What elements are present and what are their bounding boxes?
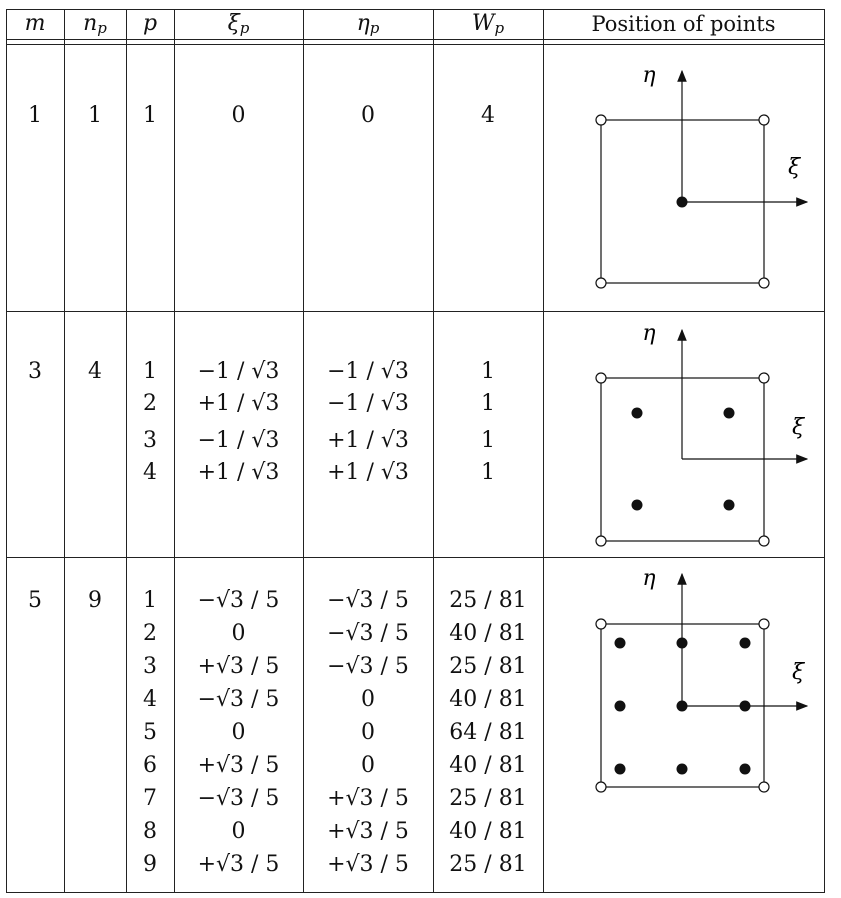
row3-xi-2: 0 bbox=[231, 621, 246, 646]
row3-p-5: 5 bbox=[143, 720, 157, 745]
row2-xi-list bbox=[174, 359, 303, 499]
row1-m: 1 bbox=[28, 103, 42, 128]
col-rule-7 bbox=[824, 9, 825, 893]
row2-p-list bbox=[126, 359, 174, 499]
header-w: $W_p$ bbox=[471, 11, 505, 37]
corner-node bbox=[596, 619, 606, 629]
row1-eta: 0 bbox=[361, 103, 375, 128]
xi-axis-label: ξ bbox=[787, 155, 801, 180]
row3-eta-1: −√3 / 5 bbox=[327, 588, 409, 613]
row3-w-1: 25 / 81 bbox=[449, 588, 527, 613]
row3-w-2: 40 / 81 bbox=[449, 621, 527, 646]
row3-p-4: 4 bbox=[143, 687, 157, 712]
row3-m: 5 bbox=[28, 588, 42, 613]
row3-eta-list bbox=[303, 588, 433, 878]
row2-eta-4: +1 / √3 bbox=[327, 460, 409, 485]
row1-w: 4 bbox=[481, 103, 495, 128]
row3-xi-6: +√3 / 5 bbox=[197, 753, 280, 778]
row3-w-list bbox=[433, 588, 543, 878]
row2-np: 4 bbox=[88, 359, 102, 384]
row2-eta-2: −1 / √3 bbox=[327, 391, 409, 416]
corner-node bbox=[759, 782, 769, 792]
row2-p-3: 3 bbox=[143, 428, 157, 453]
row3-eta-8: +√3 / 5 bbox=[327, 819, 409, 844]
row2-w-list bbox=[433, 359, 543, 499]
eta-axis-label: η bbox=[642, 63, 656, 88]
gauss-point bbox=[724, 500, 735, 511]
gauss-point bbox=[615, 701, 626, 712]
row3-xi-1: −√3 / 5 bbox=[197, 588, 280, 613]
row2-eta-list bbox=[303, 359, 433, 499]
row3-xi-9: +√3 / 5 bbox=[197, 852, 280, 877]
eta-axis-label: η bbox=[642, 321, 656, 346]
row2-w-4: 1 bbox=[481, 460, 495, 485]
row3-w-7: 25 / 81 bbox=[449, 786, 527, 811]
row3-xi-3: +√3 / 5 bbox=[197, 654, 280, 679]
row3-p-list bbox=[126, 588, 174, 878]
row3-np: 9 bbox=[88, 588, 102, 613]
gauss-point bbox=[740, 638, 751, 649]
row3-xi-5: 0 bbox=[231, 720, 246, 745]
row2-p-4: 4 bbox=[143, 460, 157, 485]
row3-xi-7: −√3 / 5 bbox=[197, 786, 280, 811]
eta-axis-label: η bbox=[642, 566, 656, 591]
corner-node bbox=[596, 536, 606, 546]
gauss-point bbox=[615, 764, 626, 775]
gauss-point bbox=[615, 638, 626, 649]
col-rule-1 bbox=[64, 9, 65, 893]
row3-p-1: 1 bbox=[143, 588, 157, 613]
row2-w-1: 1 bbox=[481, 359, 495, 384]
row2-w-3: 1 bbox=[481, 428, 495, 453]
gauss-point bbox=[724, 408, 735, 419]
row3-xi-8: 0 bbox=[231, 819, 246, 844]
header-p: p bbox=[142, 11, 158, 36]
corner-node bbox=[759, 619, 769, 629]
row2-eta-3: +1 / √3 bbox=[327, 428, 409, 453]
corner-node bbox=[759, 115, 769, 125]
corner-node bbox=[596, 278, 606, 288]
col-rule-0 bbox=[6, 9, 7, 893]
gauss-point bbox=[677, 638, 688, 649]
corner-node bbox=[596, 373, 606, 383]
row2-xi-3: −1 / √3 bbox=[197, 428, 280, 453]
row3-eta-2: −√3 / 5 bbox=[327, 621, 409, 646]
row3-w-3: 25 / 81 bbox=[449, 654, 527, 679]
rule-bottom bbox=[6, 892, 825, 893]
header-np: $n_p$ bbox=[83, 11, 107, 37]
gauss-point bbox=[632, 408, 643, 419]
row3-eta-6: 0 bbox=[361, 753, 375, 778]
header-eta: $\eta_p$ bbox=[356, 11, 380, 37]
row2-xi-4: +1 / √3 bbox=[197, 460, 280, 485]
row2-eta-1: −1 / √3 bbox=[327, 359, 409, 384]
row3-eta-4: 0 bbox=[361, 687, 375, 712]
row3-eta-7: +√3 / 5 bbox=[327, 786, 409, 811]
row3-p-8: 8 bbox=[143, 819, 157, 844]
row3-w-5: 64 / 81 bbox=[449, 720, 527, 745]
header-xi: $\xi_p$ bbox=[227, 11, 250, 37]
row3-p-3: 3 bbox=[143, 654, 157, 679]
row3-eta-9: +√3 / 5 bbox=[327, 852, 409, 877]
gauss-point bbox=[677, 197, 688, 208]
row2-p-1: 1 bbox=[143, 359, 157, 384]
diagram-4-points bbox=[543, 312, 824, 557]
row3-w-6: 40 / 81 bbox=[449, 753, 527, 778]
row2-p-2: 2 bbox=[143, 391, 157, 416]
row2-w-2: 1 bbox=[481, 391, 495, 416]
row3-eta-5: 0 bbox=[361, 720, 375, 745]
diagram-1-point bbox=[543, 45, 824, 311]
corner-node bbox=[596, 782, 606, 792]
row3-p-9: 9 bbox=[143, 852, 157, 877]
row2-xi-2: +1 / √3 bbox=[197, 391, 280, 416]
gauss-point bbox=[740, 701, 751, 712]
row3-w-9: 25 / 81 bbox=[449, 852, 527, 877]
rule-header-bottom-1 bbox=[6, 39, 825, 40]
row3-w-4: 40 / 81 bbox=[449, 687, 527, 712]
row3-p-7: 7 bbox=[143, 786, 157, 811]
row2-xi-1: −1 / √3 bbox=[197, 359, 280, 384]
row1-p: 1 bbox=[143, 103, 157, 128]
corner-node bbox=[759, 536, 769, 546]
row3-p-2: 2 bbox=[143, 621, 157, 646]
row3-eta-3: −√3 / 5 bbox=[327, 654, 409, 679]
corner-node bbox=[759, 278, 769, 288]
row3-p-6: 6 bbox=[143, 753, 157, 778]
header-m: m bbox=[24, 11, 46, 36]
row1-np: 1 bbox=[88, 103, 102, 128]
gauss-point bbox=[677, 701, 688, 712]
xi-axis-label: ξ bbox=[791, 415, 805, 440]
diagram-9-points bbox=[543, 558, 824, 892]
gauss-point bbox=[677, 764, 688, 775]
corner-node bbox=[759, 373, 769, 383]
row1-xi: 0 bbox=[231, 103, 246, 128]
row3-xi-list bbox=[174, 588, 303, 878]
xi-axis-label: ξ bbox=[791, 660, 805, 685]
row3-w-8: 40 / 81 bbox=[449, 819, 527, 844]
row2-m: 3 bbox=[28, 359, 42, 384]
gauss-point bbox=[632, 500, 643, 511]
row3-xi-4: −√3 / 5 bbox=[197, 687, 280, 712]
gauss-point bbox=[740, 764, 751, 775]
corner-node bbox=[596, 115, 606, 125]
header-position: Position of points bbox=[591, 12, 776, 36]
